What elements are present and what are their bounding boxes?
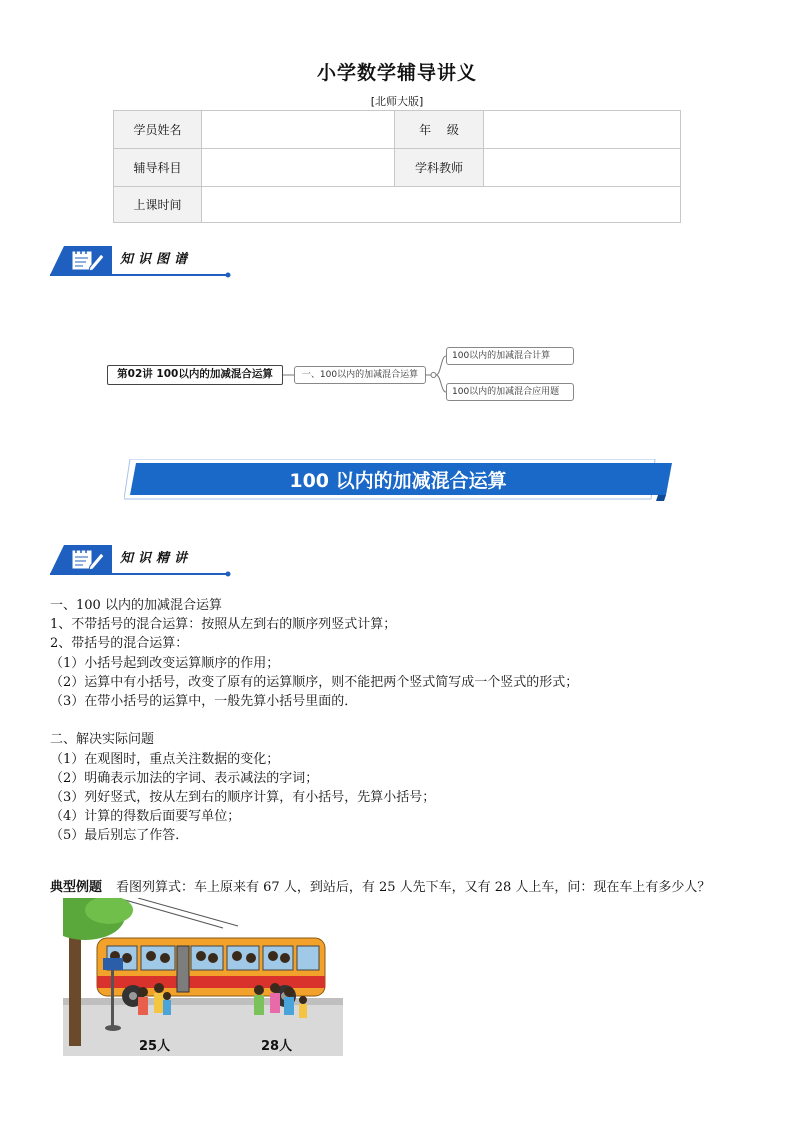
student-name-field [202,111,395,149]
class-time-field [202,187,681,223]
content-line: 1、不带括号的混合运算：按照从左到右的顺序列竖式计算； [50,617,397,633]
content-heading: 二、解决实际问题 [50,732,155,748]
content-line: （2）运算中有小括号，改变了原有的运算顺序，则不能把两个竖式简写成一个竖式的形式； [50,674,579,690]
bus-illustration [63,898,343,1056]
mind-map-leaf: 100以内的加减混合计算 [446,347,574,365]
example-question [50,876,710,895]
edition-label: [北师大版] [370,95,424,108]
lesson-content [50,596,750,846]
section-header-knowledge-detail [50,543,230,575]
subject-label: 辅导科目 [114,149,202,187]
content-line: （1）小括号起到改变运算顺序的作用； [50,655,280,671]
content-line: （1）在观图时，重点关注数据的变化； [50,751,280,767]
subject-field [202,149,395,187]
content-line: （4）计算的得数后面要写单位； [50,809,241,825]
mind-map-root: 第02讲 100以内的加减混合运算 [107,365,283,385]
label-getting-off: 25人 [139,1039,171,1054]
example-label: 典型例题 [50,880,103,895]
example-text: 看图列算式：车上原来有 67 人，到站后，有 25 人先下车，又有 28 人上车，问：现在车上有多少人？ [116,880,711,895]
content-heading: 一、100 以内的加减混合运算 [50,598,222,613]
section-title-knowledge-map: 知识图谱 [120,252,193,267]
content-line: （3）在带小括号的运算中，一般先算小括号里面的． [50,694,358,710]
grade-label: 年 级 [395,111,484,149]
teacher-field [484,149,681,187]
teacher-label: 学科教师 [395,149,484,187]
page-title: 小学数学辅导讲义 [316,62,477,84]
student-info-table [113,110,681,223]
content-line: （3）列好竖式，按从左到右的顺序计算，有小括号，先算小括号； [50,790,436,806]
class-time-label: 上课时间 [114,187,202,223]
content-line: 2、带括号的混合运算： [50,636,189,652]
section-header-knowledge-map [50,244,230,276]
label-getting-on: 28人 [261,1039,293,1054]
section-title-knowledge-detail: 知识精讲 [120,551,193,566]
content-line: （5）最后别忘了作答． [50,828,189,844]
topic-banner-title: 100 以内的加减混合运算 [289,470,507,492]
mind-map-leaf: 100以内的加减混合应用题 [446,383,574,401]
student-name-label: 学员姓名 [114,111,202,149]
grade-field [484,111,681,149]
content-line: （2）明确表示加法的字词、表示减法的字词； [50,770,319,786]
mind-map-branch: 一、100以内的加减混合运算 [294,366,426,384]
